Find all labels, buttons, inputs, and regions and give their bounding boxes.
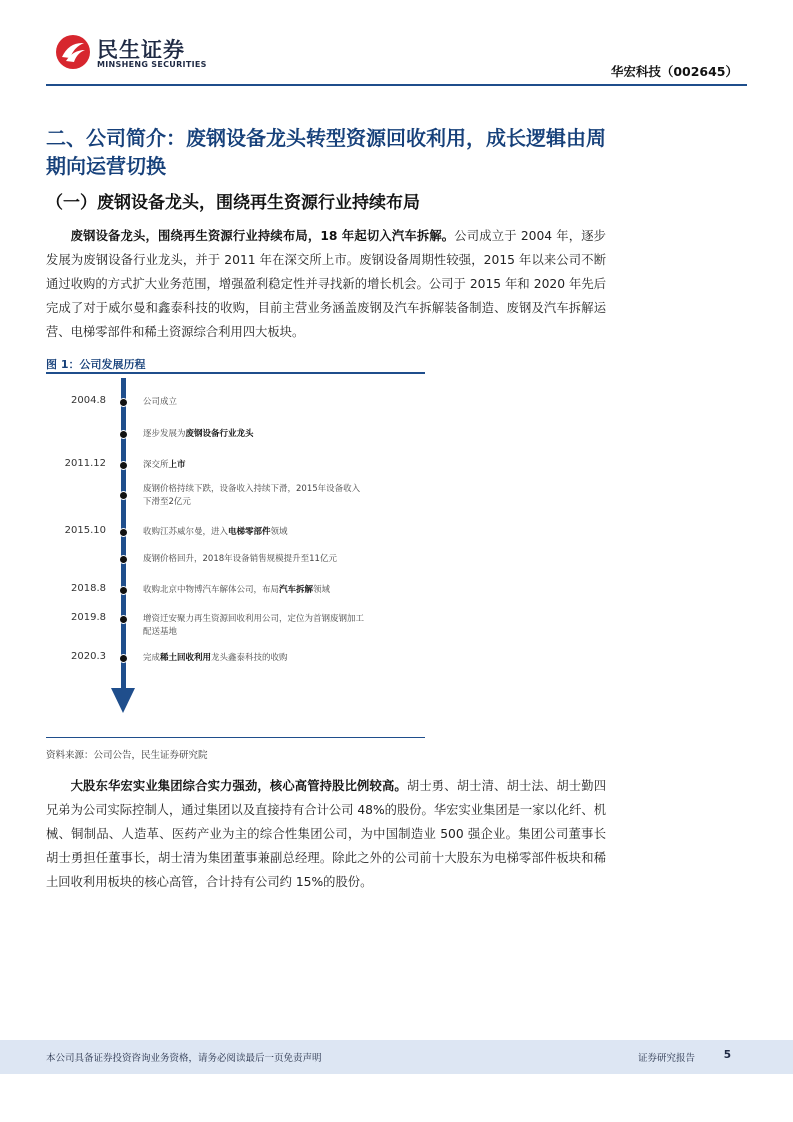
timeline-event-text [143, 428, 368, 441]
event-text: 深交所 [143, 460, 169, 470]
minsheng-logo-icon [55, 34, 91, 70]
event-text: 增资迁安聚力再生资源回收利用公司，定位为首钢废钢加工配送基地 [143, 614, 365, 637]
timeline-year: 2019.8 [71, 612, 106, 623]
timeline-dot [119, 461, 128, 470]
event-highlight: 稀土回收利用 [160, 653, 212, 663]
timeline-year: 2020.3 [71, 651, 106, 662]
company-ticker: 华宏科技（002645） [610, 64, 738, 79]
timeline-dot [119, 528, 128, 537]
figure-top-rule [46, 372, 425, 374]
footer-report-type: 证券研究报告 [637, 1053, 695, 1064]
footer-disclaimer: 本公司具备证券投资咨询业务资格，请务必阅读最后一页免责声明 [46, 1053, 322, 1064]
page-footer [0, 1040, 793, 1074]
event-text: 收购江苏威尔曼，进入 [143, 527, 229, 537]
timeline-event-text [143, 553, 368, 566]
event-highlight: 废钢设备行业龙头 [185, 429, 254, 439]
event-highlight: 汽车拆解 [279, 585, 314, 595]
page-number: 5 [723, 1049, 731, 1061]
event-highlight: 电梯零部件 [228, 527, 271, 537]
company-logo [55, 30, 205, 74]
shareholder-body: 胡士勇、胡士清、胡士法、胡士勤四兄弟为公司实际控制人，通过集团以及直接持有合计公司 48%的股份。华宏实业集团是一家以化纤、机械、铜制品、人造革、医药产业为主的综合性集团公司，为中国制造业 500 强企业。集团公司董事长胡士勇担任董事长，胡士清为集团董事兼副总经理。除此之外的公司前十大股东为电梯零部件板块和稀土回收利用板块的核心高管，合计持有公司约 15%的股份。 [46, 779, 607, 889]
event-text: 完成 [143, 653, 161, 663]
event-text: 废钢价格持续下跌，设备收入持续下滑，2015年设备收入下滑至2亿元 [143, 484, 361, 507]
timeline-dot [119, 491, 128, 500]
timeline-year: 2011.12 [64, 458, 106, 469]
timeline-dot [119, 398, 128, 407]
logo-text-cn: 民生证券 [97, 38, 185, 62]
event-highlight: 上市 [168, 460, 186, 470]
timeline-event-text [143, 584, 368, 597]
intro-paragraph [46, 224, 606, 344]
timeline-year: 2004.8 [71, 395, 106, 406]
subsection-title: （一）废钢设备龙头，围绕再生资源行业持续布局 [46, 193, 420, 213]
timeline-year: 2015.10 [64, 525, 106, 536]
shareholder-lead: 大股东华宏实业集团综合实力强劲，核心高管持股比例较高。 [70, 779, 407, 793]
figure-bottom-rule [46, 737, 425, 738]
timeline-event-text [143, 526, 368, 539]
event-text-suffix: 领域 [270, 527, 288, 537]
timeline-event-text [143, 396, 368, 409]
timeline-event-text [143, 652, 368, 665]
header-divider [46, 84, 747, 86]
timeline-year: 2018.8 [71, 583, 106, 594]
event-text: 废钢价格回升，2018年设备销售规模提升至11亿元 [143, 554, 337, 564]
intro-body: 公司成立于 2004 年，逐步发展为废钢设备行业龙头，并于 2011 年在深交所上市。废钢设备周期性较强，2015 年以来公司不断通过收购的方式扩大业务范围，增强盈利稳定性并寻找新的增长机会。公司于 2015 年和 2020 年先后完成了对于威尔曼和鑫泰科技的收购，目前主营业务涵盖废钢及汽车拆解装备制造、废钢及汽车拆解运营、电梯零部件和稀土资源综合利用四大板块。 [46, 229, 606, 339]
timeline-dot [119, 615, 128, 624]
timeline-dot [119, 654, 128, 663]
figure-title: 图 1：公司发展历程 [46, 358, 146, 371]
timeline-event-text [143, 613, 368, 639]
timeline-dot [119, 555, 128, 564]
section-title: 二、公司简介：废钢设备龙头转型资源回收利用，成长逻辑由周期向运营切换 [46, 126, 606, 178]
figure-source: 资料来源：公司公告，民生证券研究院 [46, 750, 208, 761]
timeline-event-text [143, 459, 368, 472]
timeline-dot [119, 586, 128, 595]
shareholder-paragraph [46, 774, 606, 894]
event-text: 收购北京中物博汽车解体公司，布局 [143, 585, 280, 595]
event-text-suffix: 领域 [313, 585, 331, 595]
intro-lead: 废钢设备龙头，围绕再生资源行业持续布局，18 年起切入汽车拆解。 [70, 229, 455, 243]
timeline-dot [119, 430, 128, 439]
timeline-arrow-icon [111, 688, 135, 713]
logo-text-en: MINSHENG SECURITIES [97, 60, 207, 69]
event-text-suffix: 龙头鑫泰科技的收购 [211, 653, 288, 663]
timeline-event-text [143, 483, 368, 509]
event-text: 公司成立 [143, 397, 178, 407]
event-text: 逐步发展为 [143, 429, 186, 439]
